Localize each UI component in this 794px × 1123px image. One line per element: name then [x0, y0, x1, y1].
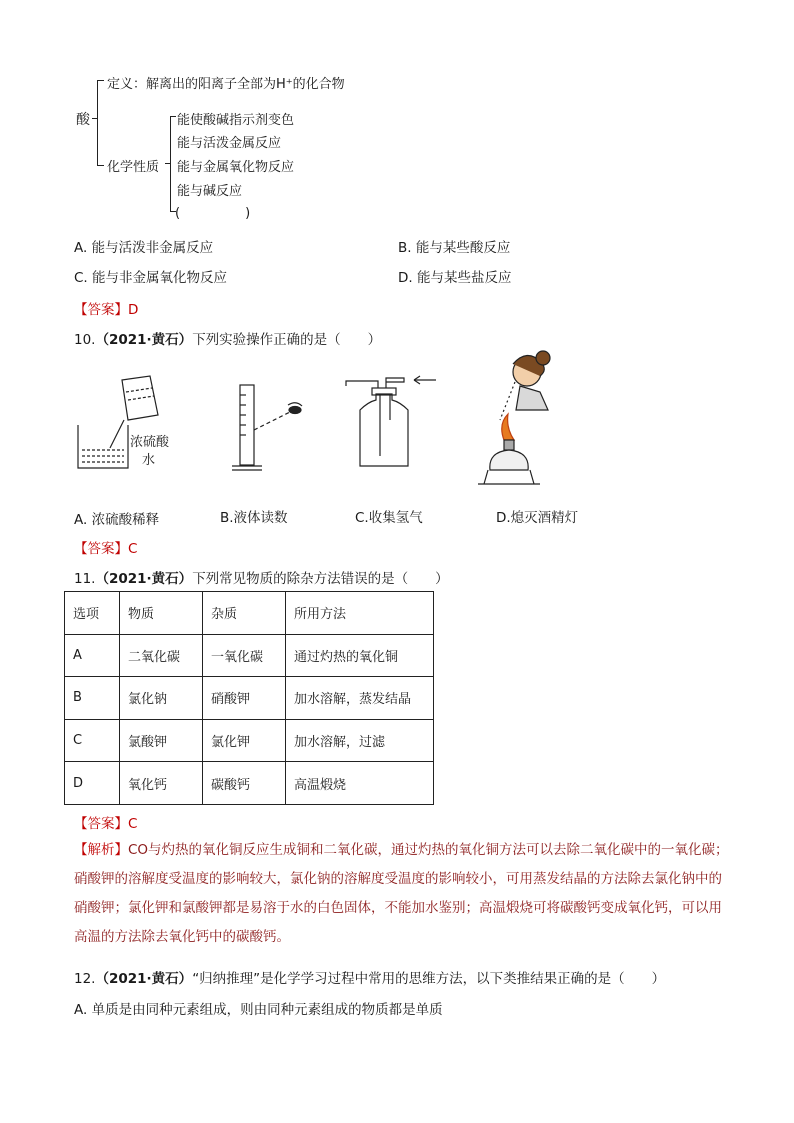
fig-d-lamp	[478, 351, 550, 484]
table-cell: D	[65, 762, 120, 805]
table-cell: 通过灼热的氧化铜	[286, 634, 434, 677]
question-source: （2021·黄石）	[95, 971, 193, 987]
q9-option-a: A. 能与活泼非金属反应	[74, 240, 214, 256]
table-cell: B	[65, 677, 120, 720]
table-row	[65, 719, 434, 762]
question-number: 10.	[74, 332, 96, 348]
fig-a-water-label: 水	[142, 453, 156, 468]
table-cell: 一氧化碳	[203, 634, 286, 677]
q12-option-a: A. 单质是由同种元素组成，则由同种元素组成的物质都是单质	[74, 1002, 443, 1018]
analysis-tag: 【解析】	[74, 842, 128, 858]
question-stem: 下列实验操作正确的是（ ）	[192, 332, 382, 348]
header-cell: 选项	[65, 592, 120, 635]
fig-b-cylinder	[232, 385, 302, 470]
q9-answer	[74, 298, 138, 318]
table-header-row	[65, 592, 434, 635]
question-stem: 下列常见物质的除杂方法错误的是（ ）	[192, 571, 449, 587]
table-row	[65, 762, 434, 805]
question-number: 12.	[74, 971, 96, 987]
table-cell: 高温煅烧	[286, 762, 434, 805]
diagram-outer-bracket	[97, 80, 104, 166]
q9-option-c: C. 能与非金属氧化物反应	[74, 270, 228, 286]
diagram-property-3: 能与金属氧化物反应	[177, 160, 295, 175]
diagram-inner-tick	[165, 163, 170, 164]
table-cell: 氯酸钾	[120, 719, 203, 762]
header-cell: 所用方法	[286, 592, 434, 635]
diagram-chem-label: 化学性质	[107, 160, 160, 175]
q11-heading	[74, 567, 449, 587]
table-cell: 二氧化碳	[120, 634, 203, 677]
q10-option-d: D.熄灭酒精灯	[496, 510, 579, 526]
impurity-table	[64, 591, 434, 805]
table-cell: 碳酸钙	[203, 762, 286, 805]
question-number: 11.	[74, 571, 96, 587]
q11-analysis	[74, 836, 734, 952]
q10-option-c: C.收集氢气	[355, 510, 423, 526]
header-cell: 物质	[120, 592, 203, 635]
diagram-property-2: 能与活泼金属反应	[177, 136, 282, 151]
table-cell: 硝酸钾	[203, 677, 286, 720]
table-cell: 加水溶解，蒸发结晶	[286, 677, 434, 720]
diagram-root-acid: 酸	[76, 112, 90, 128]
table-cell: 加水溶解，过滤	[286, 719, 434, 762]
header-cell: 杂质	[203, 592, 286, 635]
diagram-definition: 定义：解离出的阳离子全部为H⁺的化合物	[107, 77, 345, 92]
diagram-brace-tick	[92, 118, 97, 119]
diagram-property-4: 能与碱反应	[177, 184, 243, 199]
answer-tag: 【答案】	[74, 302, 128, 318]
fig-a-acid-label: 浓硫酸	[130, 435, 170, 450]
answer-tag: 【答案】	[74, 816, 128, 832]
question-stem: “归纳推理”是化学学习过程中常用的思维方法，以下类推结果正确的是（ ）	[192, 971, 666, 987]
answer-value: C	[128, 541, 138, 557]
answer-value: D	[128, 302, 139, 318]
analysis-text: CO与灼热的氧化铜反应生成铜和二氧化碳，通过灼热的氧化铜方法可以去除二氧化碳中的一氧化碳；硝酸钾的溶解度受温度的影响较大，氯化钠的溶解度受温度的影响较小，可用蒸发结晶的方法除去氯化钠中的硝酸钾；氯化钾和氯酸钾都是易溶于水的白色固体，不能加水鉴别；高温煅烧可将碳酸钙变成氧化钙，可以用高温的方法除去氧化钙中的碳酸钙。	[74, 842, 729, 945]
q12-heading	[74, 967, 665, 987]
table-row	[65, 677, 434, 720]
q9-option-d: D. 能与某些盐反应	[398, 270, 512, 286]
answer-value: C	[128, 816, 138, 832]
q9-option-b: B. 能与某些酸反应	[398, 240, 511, 256]
q10-option-a: A. 浓硫酸稀释	[74, 512, 160, 528]
q10-answer	[74, 537, 137, 557]
table-cell: A	[65, 634, 120, 677]
table-cell: 氧化钙	[120, 762, 203, 805]
table-cell: 氯化钠	[120, 677, 203, 720]
q11-answer	[74, 812, 137, 832]
table-cell: C	[65, 719, 120, 762]
question-source: （2021·黄石）	[95, 571, 193, 587]
answer-tag: 【答案】	[74, 541, 128, 557]
table-row	[65, 634, 434, 677]
question-source: （2021·黄石）	[95, 332, 193, 348]
q10-option-b: B.液体读数	[220, 510, 288, 526]
diagram-property-5: ( )	[175, 206, 251, 221]
diagram-inner-bracket	[170, 116, 176, 212]
fig-c-gas-bottle	[346, 376, 436, 466]
q10-heading	[74, 328, 381, 348]
diagram-property-1: 能使酸碱指示剂变色	[177, 113, 295, 128]
table-cell: 氯化钾	[203, 719, 286, 762]
q10-figures	[0, 350, 794, 500]
